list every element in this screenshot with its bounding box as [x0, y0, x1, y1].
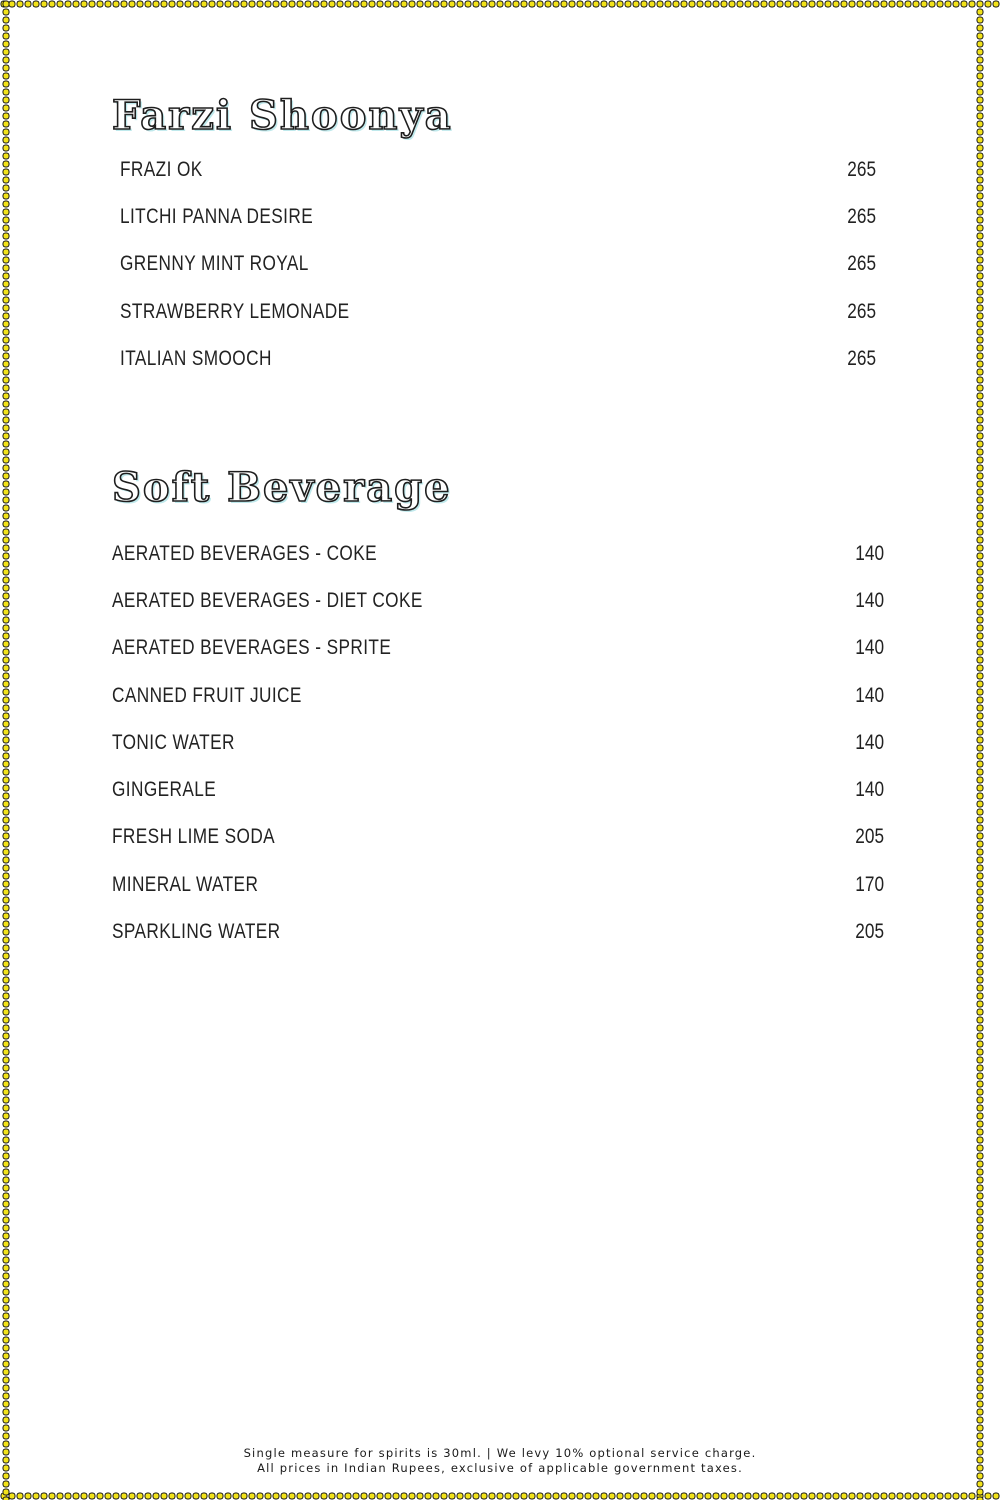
item-price: 205 [855, 825, 884, 849]
item-price: 205 [855, 920, 884, 944]
item-name: AERATED BEVERAGES - SPRITE [112, 636, 392, 660]
item-price: 265 [847, 346, 876, 370]
item-price: 140 [855, 730, 884, 754]
item-price: 265 [847, 252, 876, 276]
dotted-border-right [974, 0, 986, 1500]
menu-item [112, 625, 884, 672]
menu-item [112, 672, 884, 719]
item-price: 140 [855, 588, 884, 612]
item-name: SPARKLING WATER [112, 920, 281, 944]
menu-item [112, 577, 884, 624]
menu-item [112, 719, 884, 766]
footer-line-measure: Single measure for spirits is 30ml. | We levy 10% optional service charge. [243, 1446, 757, 1460]
menu-item [112, 908, 884, 955]
footer-note [0, 1446, 1000, 1476]
dotted-border-bottom [0, 1492, 1000, 1500]
menu-item [120, 288, 876, 335]
item-name: MINERAL WATER [112, 872, 259, 896]
footer-line-prices: All prices in Indian Rupees, exclusive of applicable government taxes. [257, 1461, 743, 1475]
item-price: 170 [855, 872, 884, 896]
item-name: GRENNY MINT ROYAL [120, 252, 309, 276]
menu-item [112, 861, 884, 908]
item-name: LITCHI PANNA DESIRE [120, 204, 314, 228]
item-price: 140 [855, 683, 884, 707]
item-name: FRESH LIME SODA [112, 825, 276, 849]
item-price: 140 [855, 541, 884, 565]
menu-list-farzi-shoonya [120, 146, 876, 382]
item-name: CANNED FRUIT JUICE [112, 683, 302, 707]
item-name: AERATED BEVERAGES - DIET COKE [112, 588, 423, 612]
item-price: 265 [847, 157, 876, 181]
dotted-border-top [0, 0, 1000, 8]
menu-item [112, 530, 884, 577]
item-price: 140 [855, 636, 884, 660]
dotted-border-left [0, 0, 12, 1500]
item-price: 265 [847, 204, 876, 228]
menu-item [120, 146, 876, 193]
item-name: ITALIAN SMOOCH [120, 346, 272, 370]
menu-item [112, 766, 884, 813]
menu-item [120, 241, 876, 288]
item-name: TONIC WATER [112, 730, 235, 754]
item-price: 265 [847, 299, 876, 323]
menu-item [112, 814, 884, 861]
section-title-soft-beverage: Soft Beverage [112, 464, 452, 511]
menu-list-soft-beverage [112, 530, 884, 956]
item-name: GINGERALE [112, 778, 217, 802]
menu-item [120, 335, 876, 382]
item-name: AERATED BEVERAGES - COKE [112, 541, 378, 565]
item-name: FRAZI OK [120, 157, 203, 181]
item-price: 140 [855, 778, 884, 802]
section-title-farzi-shoonya: Farzi Shoonya [112, 92, 453, 139]
menu-item [120, 193, 876, 240]
item-name: STRAWBERRY LEMONADE [120, 299, 350, 323]
